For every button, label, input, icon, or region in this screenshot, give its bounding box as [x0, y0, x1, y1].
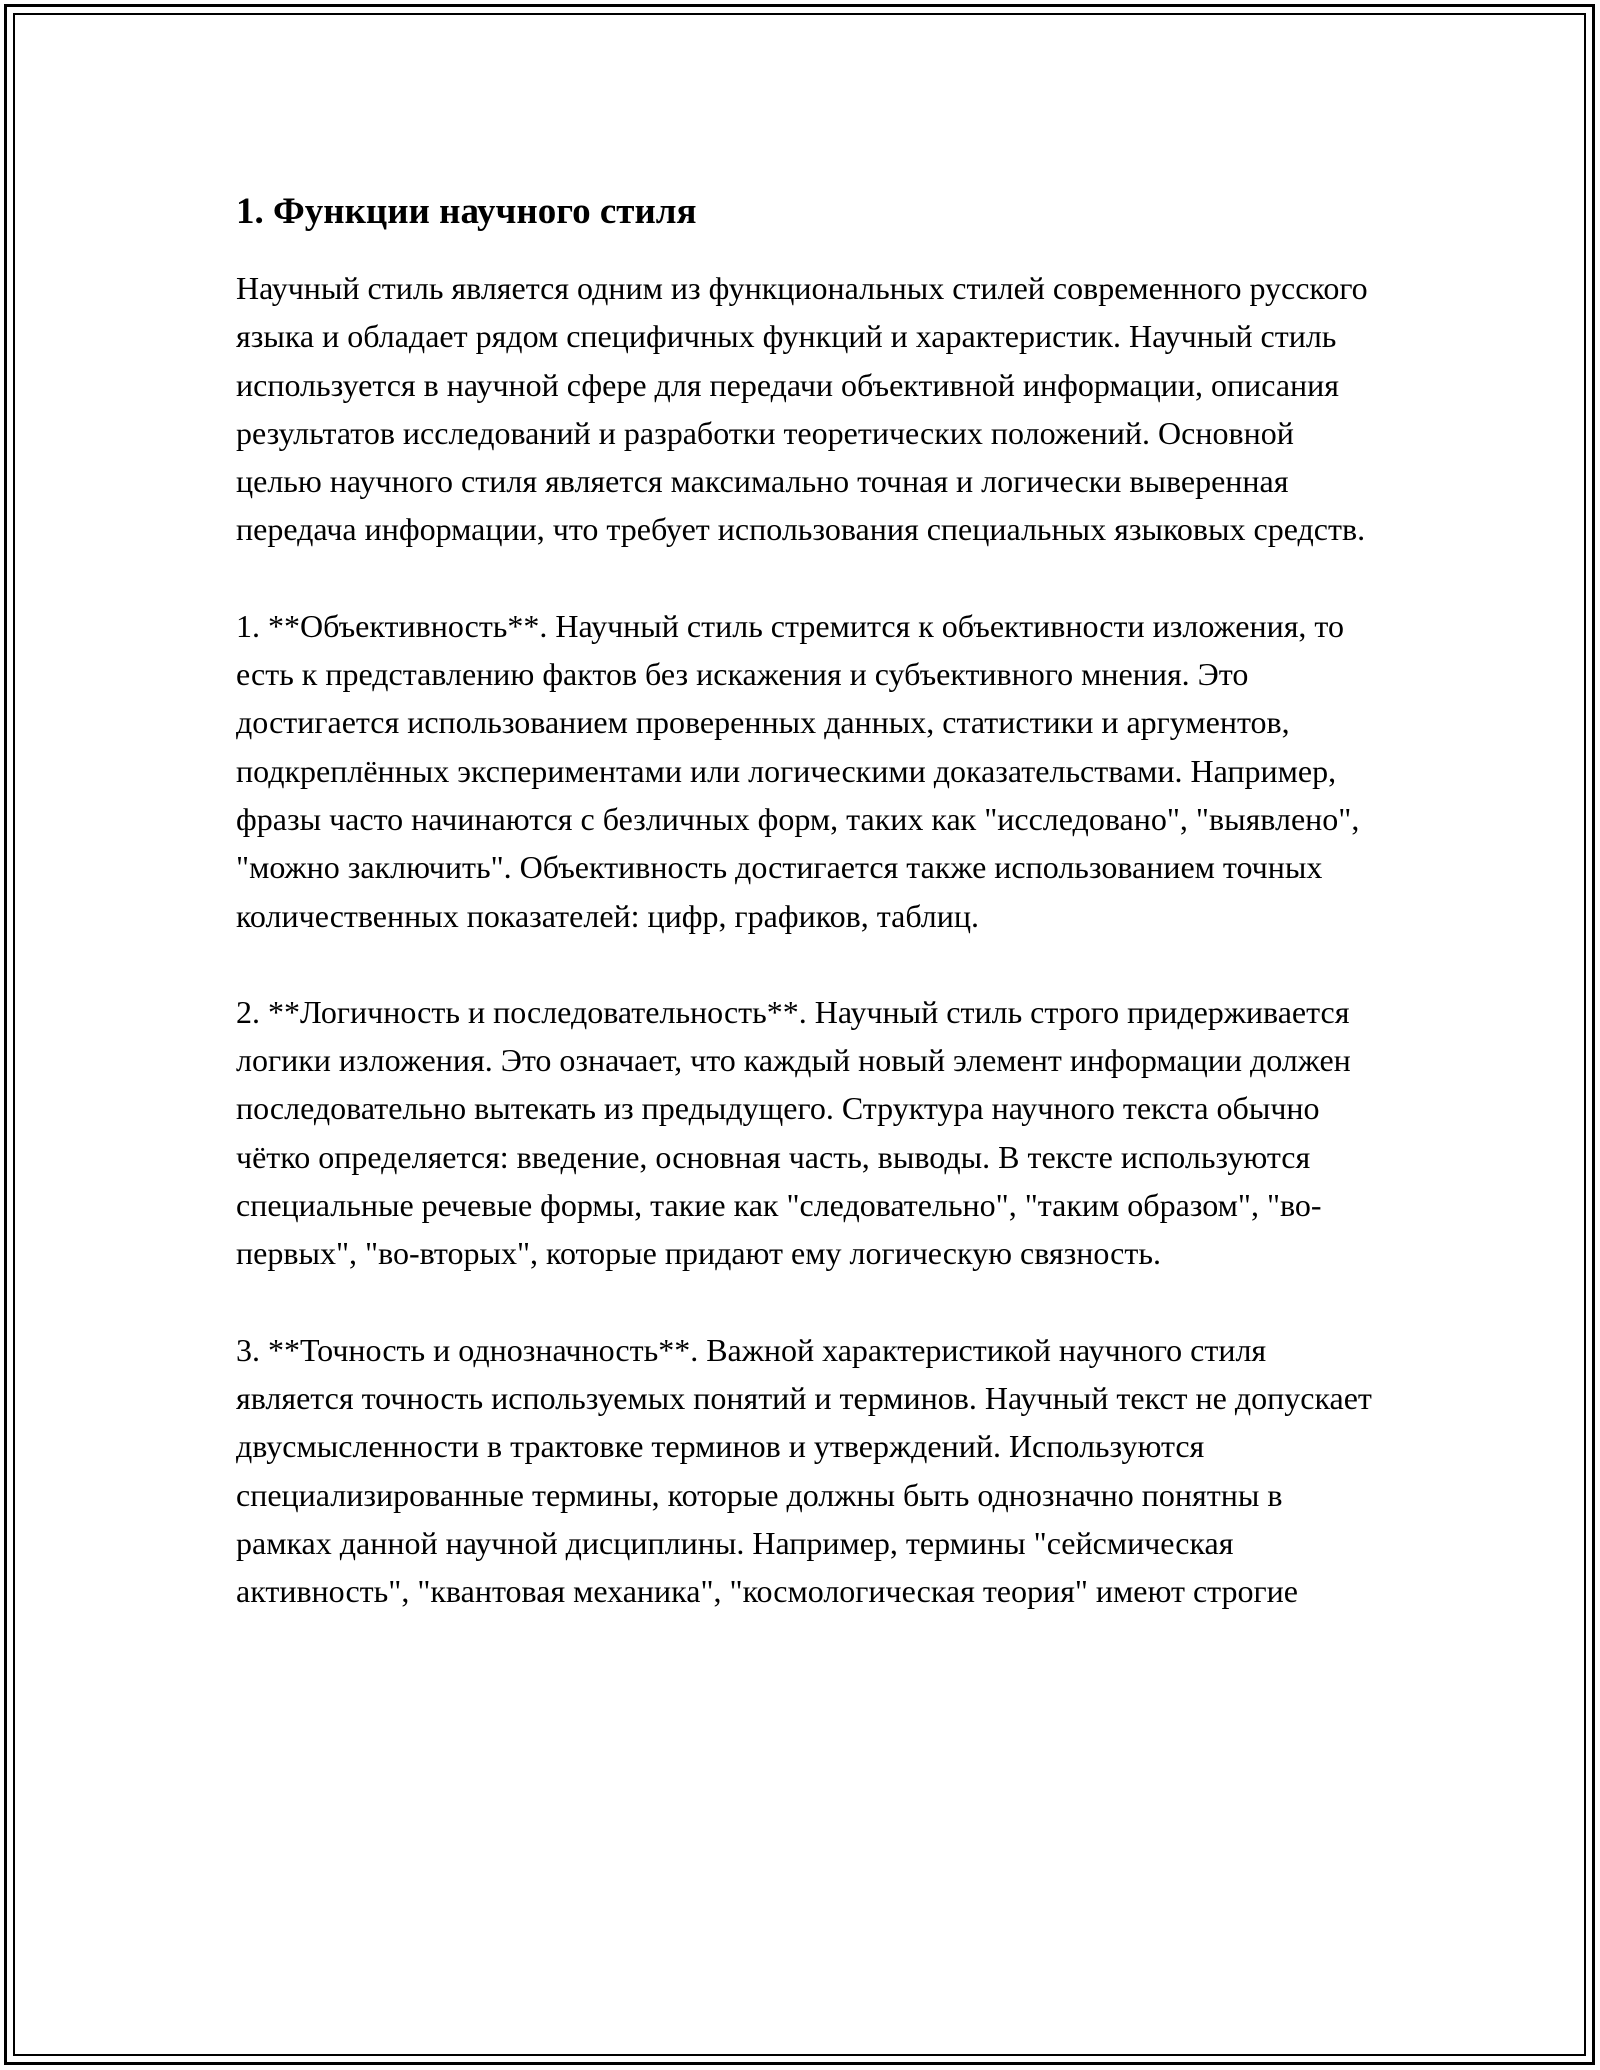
paragraph-logic: 2. **Логичность и последовательность**. Научный стиль строго придерживается логики изложения. Это означает, что каждый новый элемент информации должен последовательно вытекать из предыдущего. Структура научного текста обычно чётко определяется: введение, основная часть, выводы. В тексте используются специальные речевые формы, такие как "следовательно", "таким образом", "во-первых", "во-вторых", которые придают ему логическую связность. [236, 993, 1351, 1272]
paragraph-precision: 3. **Точность и однозначность**. Важной характеристикой научного стиля является точность используемых понятий и терминов. Научный текст не допускает двусмысленности в трактовке терминов и утверждений. Используются специализированные термины, которые должны быть однозначно понятны в рамках данной научной дисциплины. Например, термины "сейсмическая активность", "квантовая механика", "космологическая теория" имеют строгие [236, 1331, 1372, 1610]
paragraph-objectivity: 1. **Объективность**. Научный стиль стремится к объективности изложения, то есть к представлению фактов без искажения и субъективного мнения. Это достигается использованием проверенных данных, статистики и аргументов, подкреплённых экспериментами или логическими доказательствами. Например, фразы часто начинаются с безличных форм, таких как "исследовано", "выявлено", "можно заключить". Объективность достигается также использованием точных количественных показателей: цифр, графиков, таблиц. [236, 607, 1360, 934]
intro-paragraph: Научный стиль является одним из функциональных стилей современного русского языка и обладает рядом специфичных функций и характеристик. Научный стиль используется в научной сфере для передачи объективной информации, описания результатов исследований и разработки теоретических положений. Основной целью научного стиля является максимально точная и логически выверенная передача информации, что требует использования специальных языковых средств. [236, 270, 1368, 548]
section-heading: 1. Функции научного стиля [236, 191, 697, 232]
document-body [236, 190, 1376, 1663]
